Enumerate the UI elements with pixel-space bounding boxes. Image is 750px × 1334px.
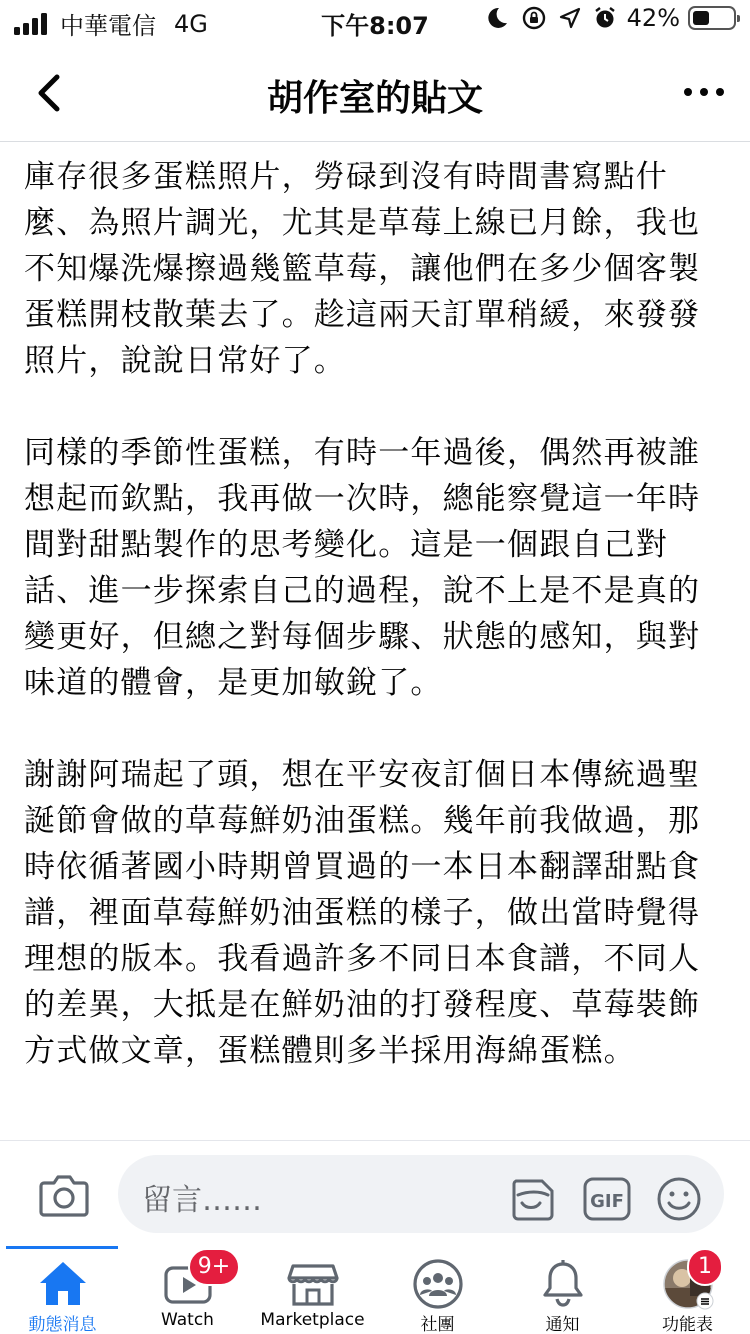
- moon-icon: [485, 6, 509, 30]
- carrier-name: 中華電信: [60, 12, 156, 40]
- battery-percent: 42%: [626, 4, 680, 32]
- tab-label: 通知: [545, 1315, 580, 1334]
- tab-label: 動態消息: [28, 1315, 97, 1334]
- more-dot: [684, 88, 692, 96]
- tab-menu[interactable]: [625, 1254, 750, 1334]
- more-dot: [700, 88, 708, 96]
- bell-icon: [537, 1258, 589, 1310]
- tab-watch[interactable]: [125, 1254, 250, 1334]
- status-time: 下午8:07: [321, 12, 429, 40]
- camera-icon: [38, 1171, 90, 1219]
- post-paragraph: 同樣的季節性蛋糕，有時一年過後，偶然再被誰想起而欽點，我再做一次時，總能察覺這一年時間對甜點製作的思考變化。這是一個跟自己對話、進一步探索自己的過程，說不上是不是真的變更好，但總之對每個步驟、狀態的感知，與對味道的體會，是更加敏銳了。: [24, 435, 701, 701]
- comment-bar: [0, 1140, 750, 1246]
- tab-label: Marketplace: [260, 1310, 365, 1330]
- alarm-icon: [593, 6, 617, 30]
- gif-button[interactable]: [582, 1175, 632, 1223]
- location-arrow-icon: [559, 7, 581, 29]
- rotation-lock-icon: [521, 5, 547, 31]
- notification-badge: 9+: [188, 1248, 240, 1286]
- emoji-icon: [654, 1175, 704, 1223]
- comment-input[interactable]: [118, 1155, 724, 1233]
- notification-badge: 1: [687, 1248, 723, 1286]
- post-paragraph: 謝謝阿瑞起了頭，想在平安夜訂個日本傳統過聖誕節會做的草莓鮮奶油蛋糕。幾年前我做過，那時依循著國小時期曾買過的一本日本翻譯甜點食譜，裡面草莓鮮奶油蛋糕的樣子，做出當時覺得理想的版本。我看過許多不同日本食譜，不同人的差異，大抵是在鮮奶油的打發程度、草莓裝飾方式做文章，蛋糕體則多半採用海綿蛋糕。: [24, 757, 701, 1069]
- comment-placeholder: 留言……: [142, 1183, 262, 1218]
- tab-news-feed[interactable]: [0, 1254, 125, 1334]
- post-body: [24, 154, 726, 1144]
- gif-icon: [582, 1175, 632, 1223]
- battery-icon: [688, 6, 736, 30]
- tab-notifications[interactable]: [500, 1254, 625, 1334]
- bottom-tab-bar: [0, 1246, 750, 1334]
- groups-icon: [412, 1258, 464, 1310]
- camera-button[interactable]: [38, 1171, 90, 1219]
- post-header: [0, 44, 750, 142]
- status-bar: [0, 0, 750, 40]
- home-icon: [37, 1258, 89, 1310]
- tab-label: 社團: [420, 1315, 455, 1334]
- more-options-button[interactable]: [684, 74, 724, 110]
- avatar-sticker-icon: [508, 1175, 558, 1223]
- post-paragraph: 庫存很多蛋糕照片，勞碌到沒有時間書寫點什麼、為照片調光，尤其是草莓上線已月餘，我也不知爆洗爆擦過幾籃草莓，讓他們在多少個客製蛋糕開枝散葉去了。趁這兩天訂單稍緩，來發發照片，說說日常好了。: [24, 159, 701, 379]
- avatar-sticker-button[interactable]: [508, 1175, 558, 1223]
- tab-groups[interactable]: [375, 1254, 500, 1334]
- emoji-button[interactable]: [654, 1175, 704, 1223]
- tab-label: Watch: [161, 1310, 214, 1330]
- network-type: 4G: [174, 9, 208, 38]
- svg-text:GIF: GIF: [590, 1191, 624, 1212]
- tab-label: 功能表: [662, 1315, 713, 1334]
- more-dot: [716, 88, 724, 96]
- battery-level-fill: [693, 11, 709, 25]
- active-tab-indicator: [6, 1246, 118, 1249]
- tab-marketplace[interactable]: [250, 1254, 375, 1334]
- page-title: 胡作室的貼文: [266, 78, 483, 119]
- status-bar-right: [473, 4, 736, 32]
- marketplace-icon: [287, 1258, 339, 1310]
